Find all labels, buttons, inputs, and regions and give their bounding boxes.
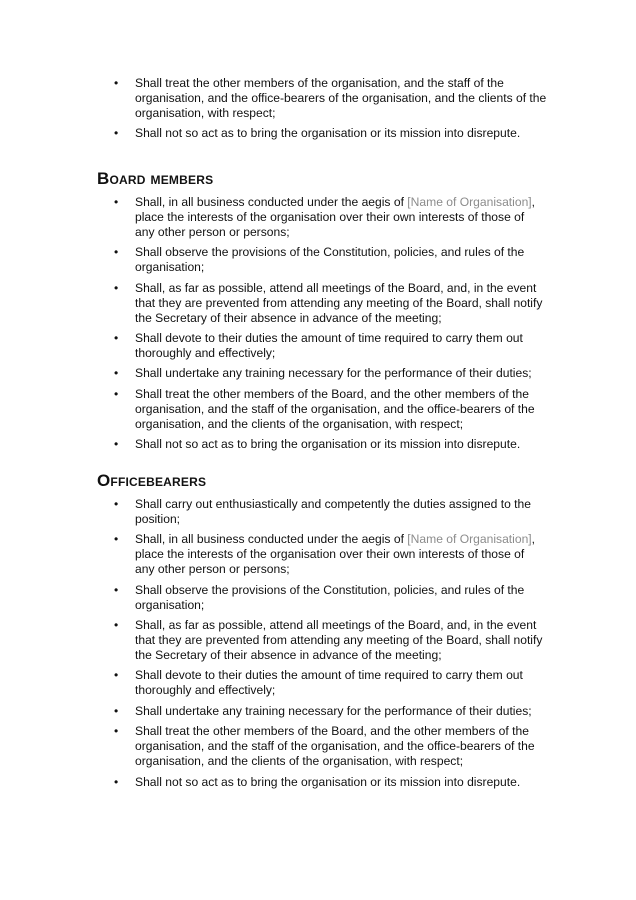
list-item [97, 331, 547, 361]
list-item-text-post: , place the interests of the organisation over their own interests of those of any other person or persons; [135, 532, 536, 577]
list-item-text: Shall devote to their duties the amount of time required to carry them out thoroughly and effectively; [135, 668, 523, 698]
list-item [97, 583, 547, 613]
list-item [97, 532, 547, 577]
bullet-icon: • [114, 703, 119, 718]
bullet-icon: • [114, 532, 119, 547]
list-item [97, 245, 547, 275]
bullet-icon: • [114, 331, 119, 346]
list-item-text: Shall treat the other members of the organisation, and the staff of the organisation, and the office-bearers of the organisation, and the clients of the organisation, with respect; [135, 76, 547, 120]
list-item-text: Shall treat the other members of the Board, and the other members of the organisation, and the staff of the organisation, and the office-bearers of the organisation, and the clients of the organisation, with respect; [135, 724, 535, 769]
list-item-text: Shall treat the other members of the Board, and the other members of the organisation, and the staff of the organisation, and the office-bearers of the organisation, and the clients of the organisation, with respect; [135, 386, 535, 431]
bullet-icon: • [114, 280, 119, 295]
bullet-icon: • [114, 437, 119, 452]
list-item-text-pre: Shall, in all business conducted under the aegis of [135, 532, 408, 547]
list-item-text: Shall devote to their duties the amount of time required to carry them out thoroughly and effectively; [135, 331, 523, 360]
list-item [97, 281, 547, 326]
list-item [97, 618, 547, 663]
section-heading: Board members [97, 169, 214, 188]
bullet-icon: • [114, 195, 119, 209]
bullet-icon: • [114, 76, 119, 90]
list-item [97, 497, 547, 527]
list-item [97, 704, 547, 719]
list-item-text-pre: Shall, in all business conducted under the aegis of [135, 195, 408, 209]
board-members-bullet-list [97, 195, 547, 452]
list-item-text-post: , place the interests of the organisation over their own interests of those of any other person or persons; [135, 195, 536, 239]
list-item [97, 126, 547, 141]
list-item-text: Shall observe the provisions of the Constitution, policies, and rules of the organisation; [135, 582, 525, 612]
list-item [97, 387, 547, 432]
list-item-text: Shall not so act as to bring the organisation or its mission into disrepute. [135, 774, 521, 789]
officebearers-bullet-list [97, 497, 547, 790]
bullet-icon: • [114, 366, 119, 381]
organisation-name-placeholder: [Name of Organisation] [407, 195, 532, 209]
bullet-icon: • [114, 386, 119, 401]
bullet-icon: • [114, 582, 119, 597]
bullet-icon: • [114, 724, 119, 739]
bullet-icon: • [114, 774, 119, 789]
bullet-icon: • [114, 497, 119, 511]
list-item [97, 76, 547, 121]
bullet-icon: • [114, 618, 119, 633]
list-item [97, 437, 547, 452]
list-item-text: Shall not so act as to bring the organisation or its mission into disrepute. [135, 126, 521, 141]
list-item-text: Shall carry out enthusiastically and competently the duties assigned to the position; [135, 497, 531, 526]
intro-bullet-list [97, 76, 547, 141]
officebearers-section [97, 471, 547, 795]
list-item-text: Shall, as far as possible, attend all meetings of the Board, and, in the event that they are prevented from attending any meeting of the Board, shall notify the Secretary of their absence in advance of the meeting; [135, 618, 543, 662]
list-item-text: Shall observe the provisions of the Constitution, policies, and rules of the organisation; [135, 245, 525, 275]
list-item-text: Shall undertake any training necessary for the performance of their duties; [135, 703, 532, 718]
bullet-icon: • [114, 126, 119, 141]
intro-section [97, 76, 547, 147]
list-item-text: Shall undertake any training necessary for the performance of their duties; [135, 366, 532, 381]
list-item [97, 668, 547, 698]
section-heading: Officebearers [97, 471, 207, 490]
list-item [97, 775, 547, 790]
bullet-icon: • [114, 668, 119, 683]
list-item-text: Shall not so act as to bring the organisation or its mission into disrepute. [135, 437, 521, 452]
bullet-icon: • [114, 245, 119, 260]
board-members-section [97, 169, 547, 458]
list-item [97, 195, 547, 240]
organisation-name-placeholder: [Name of Organisation] [407, 532, 532, 547]
list-item-text: Shall, as far as possible, attend all meetings of the Board, and, in the event that they are prevented from attending any meeting of the Board, shall notify the Secretary of their absence in advance of the meeting; [135, 280, 543, 325]
list-item [97, 366, 547, 381]
list-item [97, 724, 547, 769]
